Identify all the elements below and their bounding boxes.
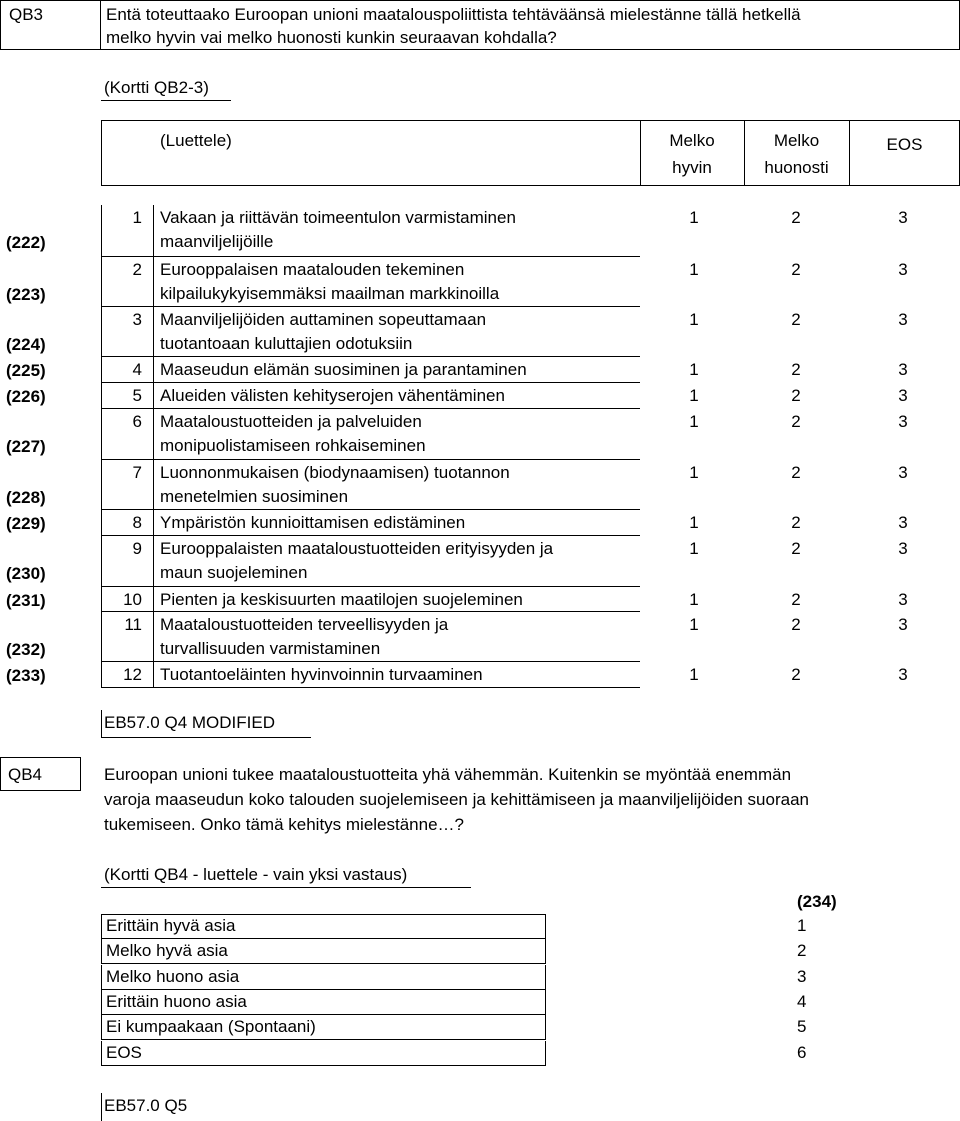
item-number: 9 bbox=[132, 539, 142, 558]
answer-option[interactable] bbox=[101, 965, 546, 990]
item-text-line1: Vakaan ja riittävän toimeentulon varmistaminen bbox=[160, 208, 516, 227]
item-number: 12 bbox=[123, 665, 142, 684]
item-text-line2: tuotantoaan kuluttajien odotuksiin bbox=[160, 334, 413, 353]
qb4-card-underline bbox=[101, 887, 471, 888]
item-number: 4 bbox=[132, 360, 142, 379]
header-eos: EOS bbox=[886, 135, 923, 154]
item-text-line1: Ympäristön kunnioittamisen edistäminen bbox=[160, 513, 466, 532]
answer-code: 5 bbox=[797, 1017, 807, 1037]
answer-option[interactable] bbox=[101, 1015, 546, 1040]
answer-code-s1[interactable]: 1 bbox=[689, 615, 699, 634]
answer-code-s1[interactable]: 1 bbox=[689, 463, 699, 482]
answer-code-s1[interactable]: 1 bbox=[689, 386, 699, 405]
answer-code-s2[interactable]: 2 bbox=[791, 412, 801, 431]
header-melko-huonosti-1: Melko bbox=[773, 131, 820, 150]
item-number: 7 bbox=[132, 463, 142, 482]
answer-code-s3[interactable]: 3 bbox=[898, 412, 908, 431]
item-text-line1: Eurooppalaisten maataloustuotteiden erityisyyden ja bbox=[160, 539, 554, 558]
qb3-code: QB3 bbox=[9, 5, 44, 24]
item-variable-code: (230) bbox=[6, 564, 46, 583]
item-variable-code: (229) bbox=[6, 514, 46, 533]
item-text-line2: menetelmien suosiminen bbox=[160, 487, 349, 506]
answer-code-s3[interactable]: 3 bbox=[898, 665, 908, 684]
answer-code-s2[interactable]: 2 bbox=[791, 386, 801, 405]
answer-code-s3[interactable]: 3 bbox=[898, 539, 908, 558]
answer-code-s1[interactable]: 1 bbox=[689, 513, 699, 532]
answer-code: 1 bbox=[797, 916, 807, 935]
qb4-question-line2: varoja maaseudun koko talouden suojelemiseen ja kehittämiseen ja maanviljelijöiden suoraan bbox=[104, 790, 809, 809]
item-text-line1: Maanviljelijöiden auttaminen sopeuttamaan bbox=[160, 310, 487, 329]
answer-code-s1[interactable]: 1 bbox=[689, 208, 699, 227]
header-melko-huonosti-2: huonosti bbox=[764, 158, 829, 177]
answer-option[interactable] bbox=[101, 990, 546, 1015]
qb3-card-underline bbox=[101, 100, 231, 101]
item-text-line2: maanviljelijöille bbox=[160, 232, 274, 251]
item-variable-code: (227) bbox=[6, 437, 46, 456]
item-text-line2: monipuolistamiseen rohkaiseminen bbox=[160, 436, 426, 455]
qb4-question-line1: Euroopan unioni tukee maataloustuotteita yhä vähemmän. Kuitenkin se myöntää enemmän bbox=[104, 765, 792, 784]
answer-code-s2[interactable]: 2 bbox=[791, 665, 801, 684]
answer-code-s1[interactable]: 1 bbox=[689, 539, 699, 558]
answer-code-s1[interactable]: 1 bbox=[689, 310, 699, 329]
item-number: 1 bbox=[132, 208, 142, 227]
header-melko-hyvin-1: Melko bbox=[669, 131, 715, 150]
answer-code-s3[interactable]: 3 bbox=[898, 463, 908, 482]
qb3-card-instruction: (Kortti QB2-3) bbox=[104, 78, 209, 97]
answer-code-s2[interactable]: 2 bbox=[791, 260, 801, 279]
qb4-card-instruction: (Kortti QB4 - luettele - vain yksi vastaus) bbox=[104, 865, 408, 884]
item-number: 3 bbox=[132, 310, 142, 329]
item-number: 11 bbox=[124, 615, 142, 634]
item-text-line1: Alueiden välisten kehityserojen vähentäminen bbox=[160, 386, 505, 405]
answer-option[interactable] bbox=[101, 1041, 546, 1066]
answer-option[interactable] bbox=[101, 914, 546, 939]
answer-code-s2[interactable]: 2 bbox=[791, 208, 801, 227]
item-text-line1: Eurooppalaisen maatalouden tekeminen bbox=[160, 260, 465, 279]
answer-code-s1[interactable]: 1 bbox=[689, 665, 699, 684]
qb3-question-line1: Entä toteuttaako Euroopan unioni maatalouspoliittista tehtäväänsä mielestänne tällä hetkellä bbox=[106, 5, 801, 24]
answer-label: Melko huono asia bbox=[106, 966, 240, 986]
item-variable-code: (222) bbox=[6, 233, 46, 252]
answer-code-s1[interactable]: 1 bbox=[689, 360, 699, 379]
answer-code-s3[interactable]: 3 bbox=[898, 208, 908, 227]
answer-code-s3[interactable]: 3 bbox=[898, 513, 908, 532]
item-number: 5 bbox=[132, 386, 142, 405]
item-variable-code: (228) bbox=[6, 488, 46, 507]
item-text-line1: Luonnonmukaisen (biodynaamisen) tuotannon bbox=[160, 463, 510, 482]
qb3-source-box bbox=[101, 710, 311, 738]
item-variable-code: (226) bbox=[6, 387, 46, 406]
answer-code-s3[interactable]: 3 bbox=[898, 260, 908, 279]
item-text-line1: Maataloustuotteiden ja palveluiden bbox=[160, 412, 422, 431]
qb4-question-line3: tukemiseen. Onko tämä kehitys mielestänne…? bbox=[104, 815, 465, 834]
qb3-source: EB57.0 Q4 MODIFIED bbox=[104, 713, 275, 732]
qb4-answer-code: (234) bbox=[797, 892, 837, 911]
qb4-source-box bbox=[101, 1093, 211, 1121]
answer-code-s3[interactable]: 3 bbox=[898, 386, 908, 405]
item-variable-code: (231) bbox=[6, 591, 46, 610]
item-text-line2: turvallisuuden varmistaminen bbox=[160, 639, 381, 658]
answer-code-s2[interactable]: 2 bbox=[791, 590, 801, 609]
qb4-code: QB4 bbox=[8, 765, 43, 784]
item-number: 2 bbox=[132, 260, 142, 279]
answer-code-s3[interactable]: 3 bbox=[898, 615, 908, 634]
answer-code-s2[interactable]: 2 bbox=[791, 615, 801, 634]
item-number: 10 bbox=[123, 590, 142, 609]
header-melko-hyvin-2: hyvin bbox=[672, 158, 712, 177]
answer-code-s2[interactable]: 2 bbox=[791, 539, 801, 558]
answer-label: Melko hyvä asia bbox=[106, 941, 228, 961]
answer-code-s3[interactable]: 3 bbox=[898, 360, 908, 379]
answer-label: Erittäin hyvä asia bbox=[106, 916, 236, 935]
item-number: 8 bbox=[132, 513, 142, 532]
answer-label: Ei kumpaakaan (Spontaani) bbox=[106, 1017, 316, 1037]
item-text-line1: Maataloustuotteiden terveellisyyden ja bbox=[160, 615, 449, 634]
answer-code: 3 bbox=[797, 966, 807, 986]
answer-code: 6 bbox=[797, 1042, 807, 1062]
answer-label: Erittäin huono asia bbox=[106, 991, 247, 1011]
item-variable-code: (225) bbox=[6, 361, 46, 380]
item-variable-code: (232) bbox=[6, 640, 46, 659]
header-list-instruction: (Luettele) bbox=[160, 131, 232, 150]
item-text-line1: Maaseudun elämän suosiminen ja parantaminen bbox=[160, 360, 527, 379]
answer-code: 4 bbox=[797, 991, 807, 1011]
item-text-line1: Pienten ja keskisuurten maatilojen suojeleminen bbox=[160, 590, 523, 609]
item-number: 6 bbox=[132, 412, 142, 431]
answer-code-s2[interactable]: 2 bbox=[791, 513, 801, 532]
answer-option[interactable] bbox=[101, 939, 546, 964]
answer-code-s1[interactable]: 1 bbox=[689, 412, 699, 431]
answer-code-s1[interactable]: 1 bbox=[689, 590, 699, 609]
answer-code: 2 bbox=[797, 941, 807, 961]
item-variable-code: (233) bbox=[6, 666, 46, 685]
answer-code-s3[interactable]: 3 bbox=[898, 310, 908, 329]
answer-code-s2[interactable]: 2 bbox=[791, 463, 801, 482]
answer-code-s3[interactable]: 3 bbox=[898, 590, 908, 609]
item-variable-code: (224) bbox=[6, 335, 46, 354]
item-text-line2: kilpailukykyisemmäksi maailman markkinoilla bbox=[160, 284, 500, 303]
qb3-question-line2: melko hyvin vai melko huonosti kunkin seuraavan kohdalla? bbox=[106, 28, 557, 47]
item-variable-code: (223) bbox=[6, 285, 46, 304]
answer-code-s2[interactable]: 2 bbox=[791, 310, 801, 329]
qb4-source: EB57.0 Q5 bbox=[104, 1096, 188, 1115]
item-text-line1: Tuotantoeläinten hyvinvoinnin turvaaminen bbox=[160, 665, 483, 684]
answer-code-s1[interactable]: 1 bbox=[689, 260, 699, 279]
answer-code-s2[interactable]: 2 bbox=[791, 360, 801, 379]
item-text-line2: maun suojeleminen bbox=[160, 563, 308, 582]
answer-label: EOS bbox=[106, 1042, 142, 1062]
